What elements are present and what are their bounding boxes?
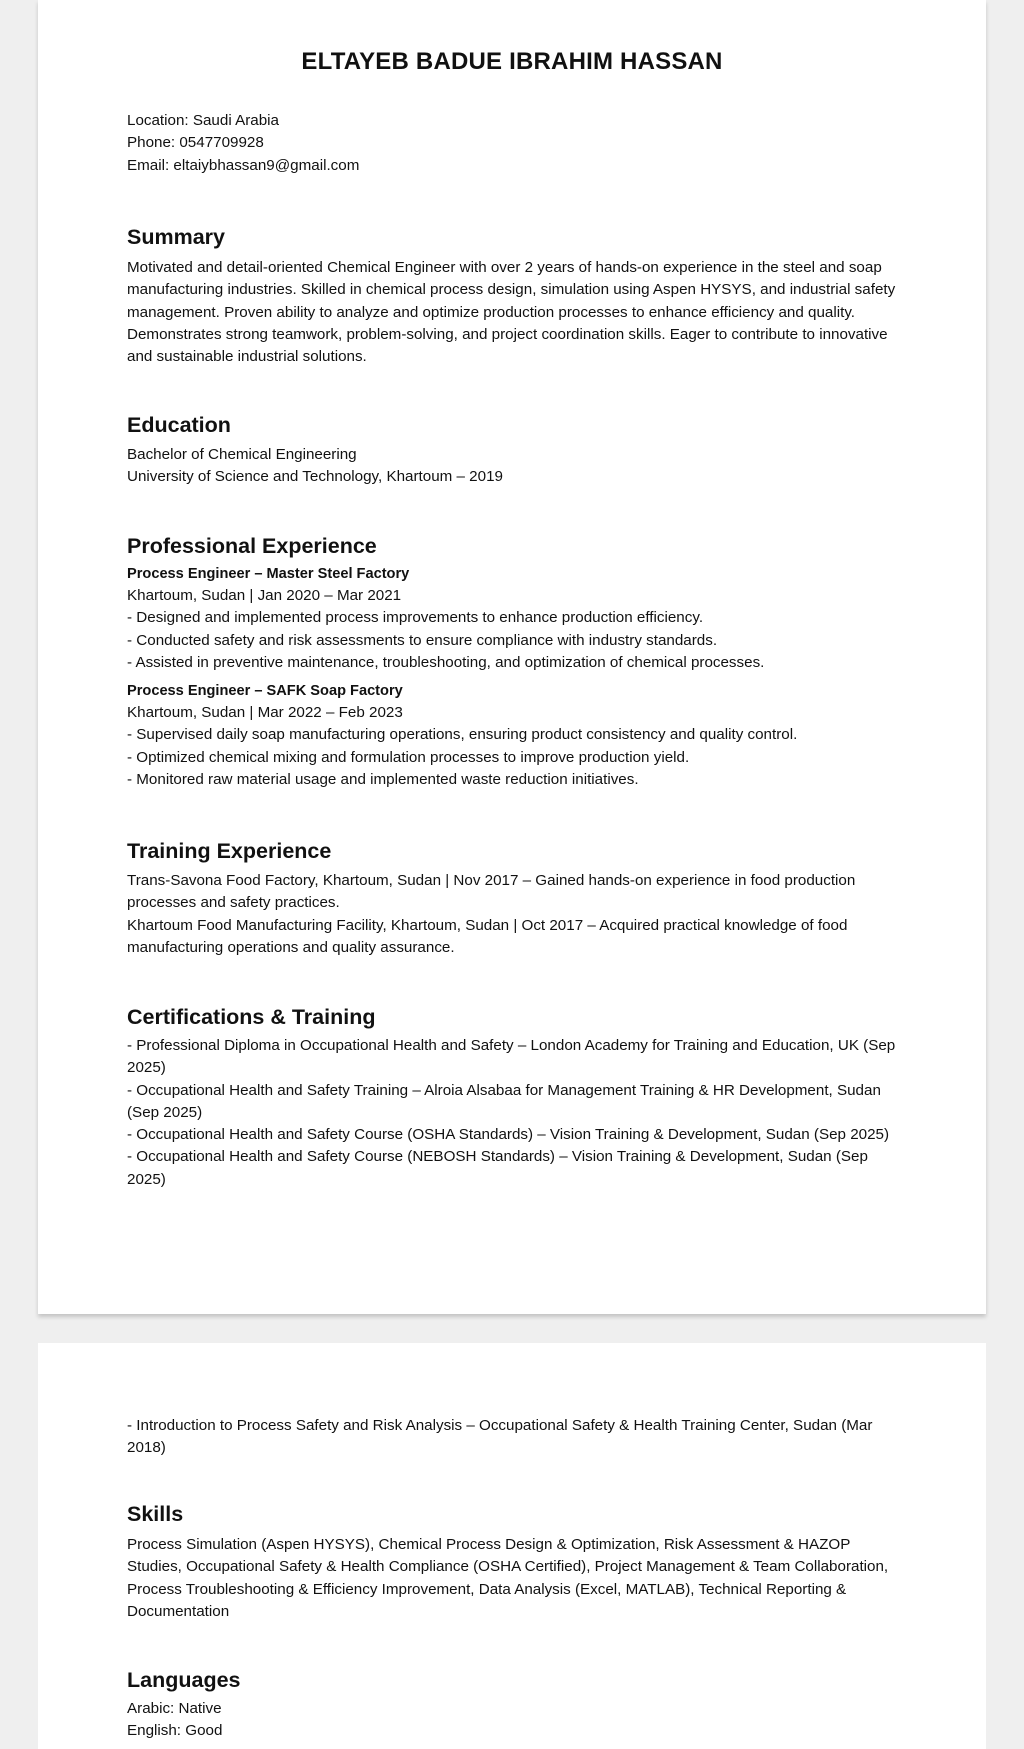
job-entry bbox=[127, 563, 906, 674]
languages-heading: Languages bbox=[127, 1668, 241, 1692]
job-bullet: - Optimized chemical mixing and formulation processes to improve production yield. bbox=[127, 748, 690, 766]
summary-heading: Summary bbox=[127, 225, 225, 249]
education-section bbox=[127, 412, 906, 489]
certifications-heading: Certifications & Training bbox=[127, 1005, 376, 1029]
certifications-continued bbox=[127, 1415, 906, 1460]
skills-text: Process Simulation (Aspen HYSYS), Chemical Process Design & Optimization, Risk Assessment & HAZOP Studies, Occupational Safety & Health Compliance (OSHA Certified), Project Management & Team Collaboration, Process Troubleshooting & Efficiency Improvement, Data Analysis (Excel, MATLAB), Technical Reporting & Documentation bbox=[127, 1536, 889, 1620]
summary-section bbox=[127, 224, 906, 368]
skills-heading: Skills bbox=[127, 1502, 184, 1526]
job-title: Process Engineer – Master Steel Factory bbox=[127, 566, 410, 582]
experience-section bbox=[127, 533, 906, 791]
languages-section bbox=[127, 1667, 906, 1743]
education-school: University of Science and Technology, Khartoum – 2019 bbox=[127, 468, 503, 486]
document-page-2 bbox=[38, 1343, 986, 1749]
candidate-name: ELTAYEB BADUE IBRAHIM HASSAN bbox=[301, 48, 723, 75]
document-page-1 bbox=[38, 0, 986, 1314]
education-degree: Bachelor of Chemical Engineering bbox=[127, 446, 357, 463]
experience-heading: Professional Experience bbox=[127, 534, 377, 558]
certifications-section bbox=[127, 1004, 906, 1191]
job-entry bbox=[127, 680, 906, 791]
job-bullet: - Assisted in preventive maintenance, troubleshooting, and optimization of chemical processes. bbox=[127, 653, 765, 671]
language-item: Arabic: Native bbox=[127, 1700, 222, 1717]
certification-item: - Occupational Health and Safety Course (NEBOSH Standards) – Vision Training & Development, Sudan (Sep 2025) bbox=[127, 1148, 868, 1188]
job-bullet: - Supervised daily soap manufacturing operations, ensuring product consistency and quality control. bbox=[127, 726, 798, 744]
job-bullet: - Designed and implemented process improvements to enhance production efficiency. bbox=[127, 609, 704, 627]
job-meta: Khartoum, Sudan | Jan 2020 – Mar 2021 bbox=[127, 587, 402, 604]
certification-item: - Occupational Health and Safety Training – Alroia Alsabaa for Management Training & HR Development, Sudan (Sep 2025) bbox=[127, 1081, 881, 1121]
training-item: Khartoum Food Manufacturing Facility, Khartoum, Sudan | Oct 2017 – Acquired practical knowledge of food manufacturing operations and quality assurance. bbox=[127, 916, 848, 956]
contact-location: Location: Saudi Arabia bbox=[127, 112, 279, 129]
language-item: English: Good bbox=[127, 1722, 223, 1740]
contact-email: Email: eltaiybhassan9@gmail.com bbox=[127, 156, 360, 174]
education-heading: Education bbox=[127, 413, 231, 437]
skills-section bbox=[127, 1501, 906, 1623]
job-bullet: - Conducted safety and risk assessments to ensure compliance with industry standards. bbox=[127, 631, 718, 649]
certification-item: - Professional Diploma in Occupational Health and Safety – London Academy for Training and Education, UK (Sep 2025) bbox=[127, 1037, 896, 1077]
certification-item: - Introduction to Process Safety and Risk Analysis – Occupational Safety & Health Training Center, Sudan (Mar 2018) bbox=[127, 1417, 873, 1457]
summary-text: Motivated and detail-oriented Chemical Engineer with over 2 years of hands-on experience in the steel and soap manufacturing industries. Skilled in chemical process design, simulation using Aspen HYSYS, and industrial safety management. Proven ability to analyze and optimize production processes to enhance efficiency and quality. Demonstrates strong teamwork, problem-solving, and project coordination skills. Eager to contribute to innovative and sustainable industrial solutions. bbox=[127, 259, 896, 366]
job-meta: Khartoum, Sudan | Mar 2022 – Feb 2023 bbox=[127, 704, 403, 722]
job-bullet: - Monitored raw material usage and implemented waste reduction initiatives. bbox=[127, 771, 639, 789]
training-item: Trans-Savona Food Factory, Khartoum, Sudan | Nov 2017 – Gained hands-on experience in food production processes and safety practices. bbox=[127, 872, 856, 912]
job-title: Process Engineer – SAFK Soap Factory bbox=[127, 683, 403, 700]
certification-item: - Occupational Health and Safety Course (OSHA Standards) – Vision Training & Development, Sudan (Sep 2025) bbox=[127, 1126, 890, 1144]
training-section bbox=[127, 838, 906, 959]
training-heading: Training Experience bbox=[127, 839, 332, 863]
contact-phone: Phone: 0547709928 bbox=[127, 134, 264, 152]
contact-block bbox=[127, 110, 906, 177]
